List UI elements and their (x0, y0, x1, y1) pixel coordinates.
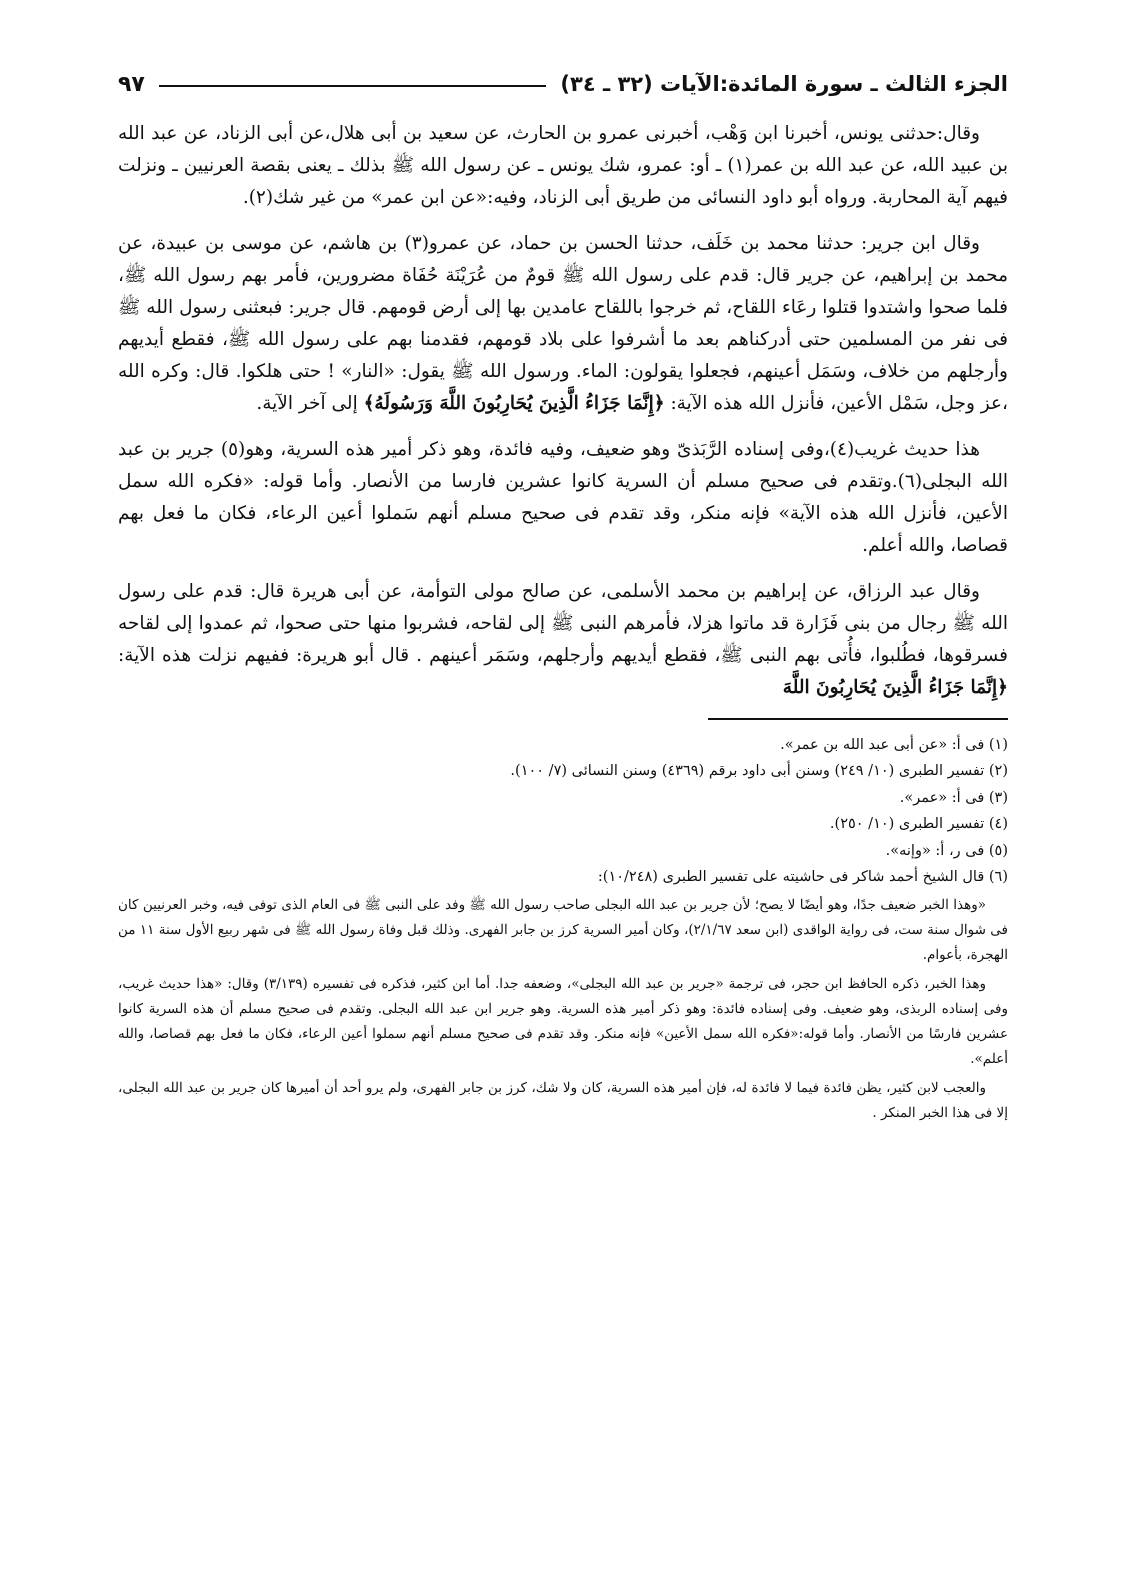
quran-verse: ﴿إِنَّمَا جَزَاءُ الَّذِينَ يُحَارِبُونَ اللَّهَ (782, 677, 1008, 698)
footnote: (١) فى أ: «عن أبى عبد الله بن عمر». (780, 736, 1008, 753)
paragraph (118, 228, 1008, 420)
footnote-separator (708, 718, 1008, 720)
paragraph-text: وقال ابن جرير: حدثنا محمد بن خَلَف، حدثنا الحسن بن حماد، عن عمرو(٣) بن هاشم، عن موسى بن عبيدة، عن محمد بن إبراهيم، عن جرير قال: قدم على رسول الله ﷺ قومٌ من عُرَيْنَة حُفَاة مضرورين، فأمر بهم رسول الله ﷺ، فلما صحوا واشتدوا قتلوا رعَاء اللقاح، ثم خرجوا باللقاح عامدين بها إلى أرض قومهم. قال جرير: فبعثنى رسول الله ﷺ فى نفر من المسلمين حتى أدركناهم بعد ما أشرفوا على بلاد قومهم، فقدمنا بهم على رسول الله ﷺ، فقطع أيديهم وأرجلهم من خلاف، وسَمَل أعينهم، فجعلوا يقولون: الماء. ورسول الله ﷺ يقول: «النار» ! حتى هلكوا. قال: وكره الله ،عز وجل، سَمْل الأعين، فأنزل الله هذه الآية: (118, 233, 1008, 414)
footnote-quote: وهذا الخبر، ذكره الحافظ ابن حجر، فى ترجمة «جرير بن عبد الله البجلى»، وضعفه جدا. أما ابن كثير، فذكره فى تفسيره (٣/١٣٩) وقال: «هذا حديث غريب، وفى إسناده الربذى، وهو ضعيف. وفى إسناده فائدة: وهو ذكر أمير هذه السرية. وهو جرير ابن عبد الله البجلى. وتقدم فى صحيح مسلم أن هذه السرية كانوا عشرين فارسًا من الأنصار. وأما قوله:«فكره الله سمل الأعين» فإنه منكر. وقد تقدم فى صحيح مسلم أنهم سملوا أعين الرعاء، فكان ما فعل بهم قصاصا، والله أعلم». (118, 975, 1008, 1067)
footnote-quote: «وهذا الخبر ضعيف جدًا، وهو أيضًا لا يصح؛ لأن جرير بن عبد الله البجلى صاحب رسول الله ﷺ وفد على النبى ﷺ فى العام الذى توفى فيه، وخبر العرنيين كان فى شوال سنة ست، فى رواية الواقدى (ابن سعد ٢/١/٦٧)، وكان أمير السرية كرز بن جابر الفهرى. وذلك قبل وفاة رسول الله ﷺ فى شهر ربيع الأول سنة ١١ من الهجرة، بأعوام. (118, 896, 1008, 963)
book-page (118, 60, 1008, 1560)
paragraph (118, 434, 1008, 562)
footnote: (٢) تفسير الطبرى (١٠/ ٢٤٩) وسنن أبى داود برقم (٤٣٦٩) وسنن النسائى (٧/ ١٠٠). (510, 763, 1008, 779)
paragraph (118, 118, 1008, 214)
footnote: (٦) قال الشيخ أحمد شاكر فى حاشيته على تفسير الطبرى (١٠/٢٤٨): (597, 869, 1008, 885)
paragraph-text: وقال:حدثنى يونس، أخبرنا ابن وَهْب، أخبرنى عمرو بن الحارث، عن سعيد بن أبى هلال،عن أبى الزناد، عن عبد الله بن عبيد الله، عن عبد الله بن عمر(١) ـ أو: عمرو، شك يونس ـ عن رسول الله ﷺ بذلك ـ يعنى بقصة العرنيين ـ ونزلت فيهم آية المحاربة. ورواه أبو داود النسائى من طريق أبى الزناد، وفيه:«عن ابن عمر» من غير شك(٢). (118, 123, 1008, 208)
page-number: ٩٧ (118, 71, 145, 97)
footnotes (118, 732, 1008, 1126)
paragraph-text: هذا حديث غريب(٤)،وفى إسناده الرَّبَذىّ وهو ضعيف، وفيه فائدة، وهو ذكر أمير هذه السرية، وهو(٥) جرير بن عبد الله البجلى(٦).وتقدم فى صحيح مسلم أن السرية كانوا عشرين فارسا من الأنصار. وأما قوله: «فكره الله سمل الأعين، فأنزل الله هذه الآية» فإنه منكر، وقد تقدم فى صحيح مسلم أنهم سَملوا أعين الرعاء، فكان ما فعل بهم قصاصا، والله أعلم. (118, 439, 1009, 556)
quran-verse: ﴿إِنَّمَا جَزَاءُ الَّذِينَ يُحَارِبُونَ اللَّهَ وَرَسُولَهُ﴾ (363, 393, 665, 414)
footnote: (٤) تفسير الطبرى (١٠/ ٢٥٠). (829, 816, 1008, 832)
footnote: (٥) فى ر، أ: «وإنه». (885, 842, 1008, 859)
main-text (118, 118, 1008, 704)
running-header (118, 60, 1008, 108)
footnote: (٣) فى أ: «عمر». (899, 789, 1008, 806)
running-header-title: الجزء الثالث ـ سورة المائدة:الآيات (٣٢ ـ ٣٤) (560, 72, 1008, 96)
paragraph (118, 576, 1008, 704)
header-rule (159, 85, 547, 87)
paragraph-text: وقال عبد الرزاق، عن إبراهيم بن محمد الأسلمى، عن صالح مولى التوأمة، عن أبى هريرة قال: قدم على رسول الله ﷺ رجال من بنى فَزَارة قد ماتوا هزلا، فأمرهم النبى ﷺ إلى لقاحه، فشربوا منها حتى صحوا، ثم عمدوا إلى لقاحه فسرقوها، فطُلبوا، فأُتى بهم النبى ﷺ، فقطع أيديهم وأرجلهم، وسَمَر أعينهم . قال أبو هريرة: ففيهم نزلت هذه الآية: (118, 581, 1008, 666)
paragraph-text: إلى آخر الآية. (256, 393, 364, 414)
footnote-quote: والعجب لابن كثير، يظن فائدة فيما لا فائدة له، فإن أمير هذه السرية، كان ولا شك، كرز بن جابر الفهرى، ولم يرو أحد أن أميرها كان جرير بن عبد الله البجلى، إلا فى هذا الخبر المنكر . (118, 1079, 1008, 1121)
